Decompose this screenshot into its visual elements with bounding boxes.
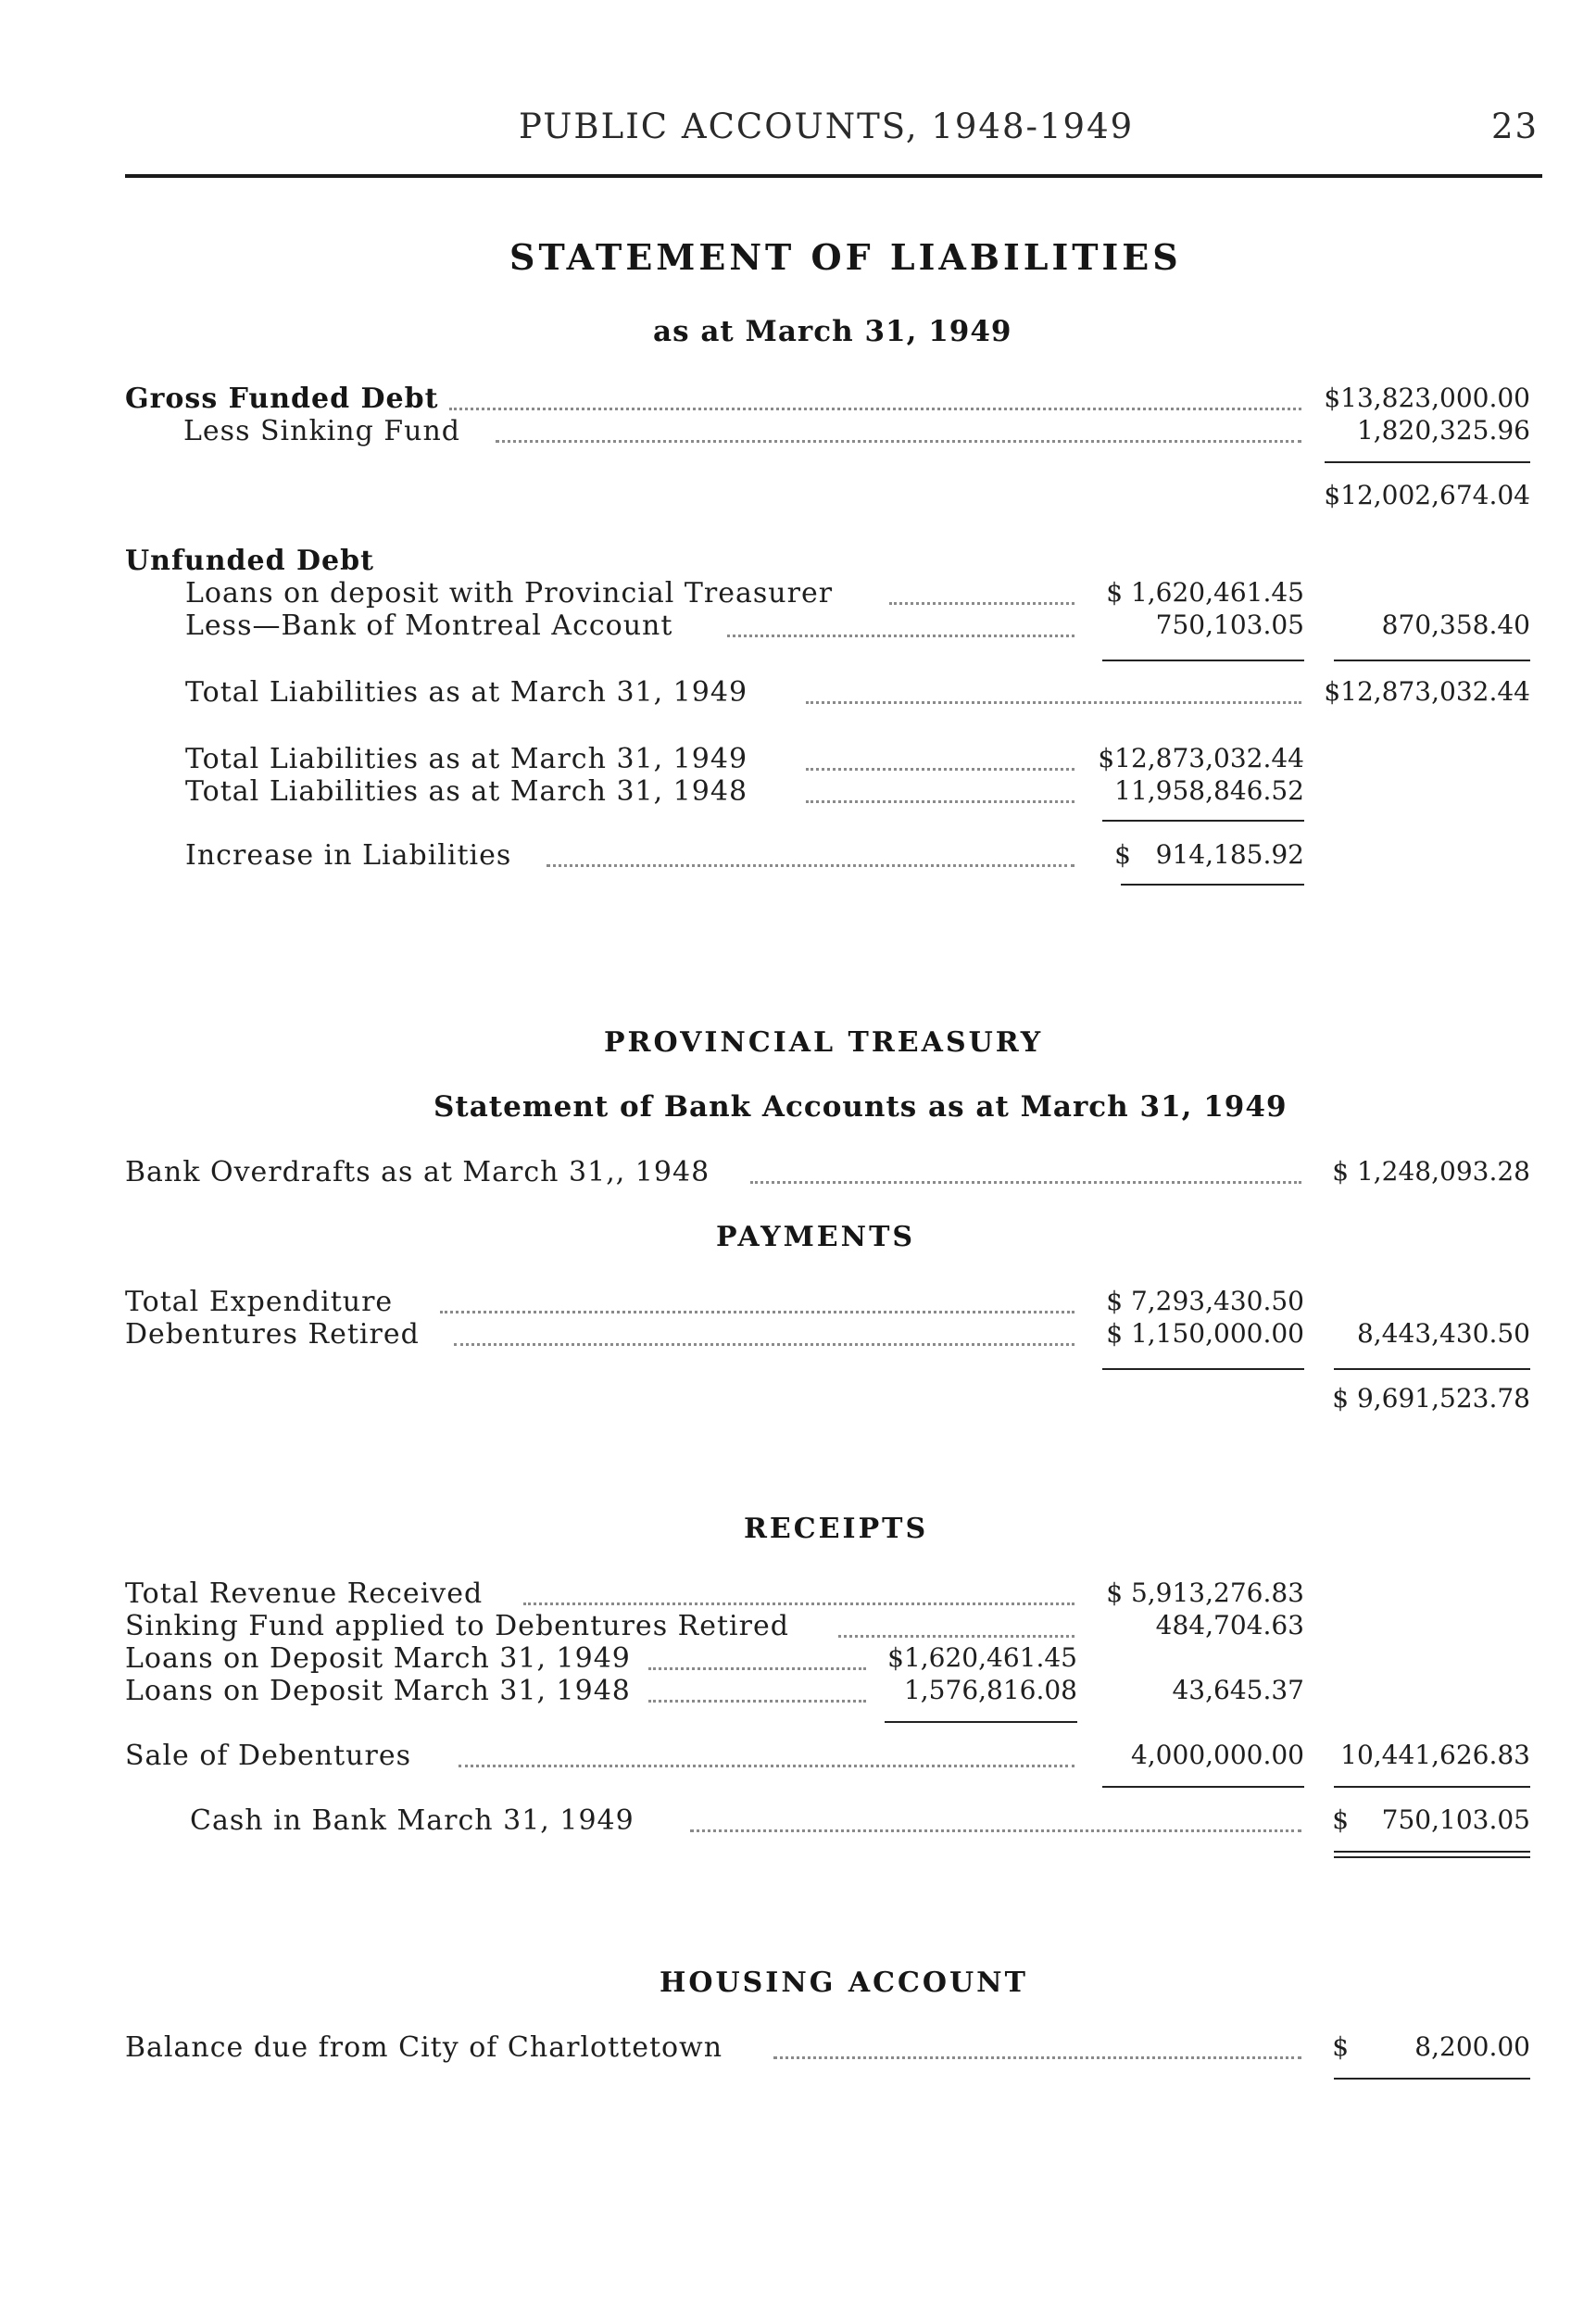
unfunded-net-value: 870,358.40 [1381, 610, 1530, 640]
header-rule [125, 174, 1542, 178]
treasury-subtitle: Statement of Bank Accounts as at March 31, 1949 [434, 1090, 1288, 1124]
total-expenditure-value: $ 7,293,430.50 [1106, 1286, 1304, 1316]
gross-funded-debt-value: $13,823,000.00 [1324, 383, 1530, 413]
receipts-heading: RECEIPTS [744, 1513, 929, 1545]
debentures-retired-label: Debentures Retired [125, 1318, 420, 1351]
compare-1949-value: $12,873,032.44 [1098, 743, 1304, 773]
sinking-applied-label: Sinking Fund applied to Debentures Retired [125, 1610, 789, 1642]
increase-label: Increase in Liabilities [185, 839, 512, 872]
receipts-total-value: 10,441,626.83 [1340, 1740, 1530, 1770]
running-header: PUBLIC ACCOUNTS, 1948-1949 [519, 107, 1135, 146]
housing-title: HOUSING ACCOUNT [660, 1967, 1028, 1999]
cash-in-bank-value: $ 750,103.05 [1332, 1804, 1530, 1835]
increase-value: $ 914,185.92 [1114, 839, 1304, 870]
leader-dots [806, 800, 1074, 803]
total-double-rule [1334, 1856, 1530, 1858]
leader-dots [547, 864, 1074, 867]
leader-dots [806, 768, 1074, 771]
subtotal-rule [1334, 1368, 1530, 1370]
compare-1948-value: 11,958,846.52 [1114, 775, 1304, 806]
leader-dots [454, 1343, 1074, 1346]
total-liabilities-value: $12,873,032.44 [1324, 676, 1530, 707]
housing-balance-value: $ 8,200.00 [1332, 2031, 1530, 2062]
subtotal-rule [1334, 660, 1530, 661]
loans-on-deposit-value: $ 1,620,461.45 [1106, 577, 1304, 608]
less-sinking-fund-label: Less Sinking Fund [183, 415, 460, 447]
subtotal-rule [1102, 820, 1304, 822]
leader-dots [648, 1667, 866, 1670]
payments-heading: PAYMENTS [716, 1221, 916, 1253]
total-revenue-label: Total Revenue Received [125, 1577, 484, 1610]
less-bank-value: 750,103.05 [1155, 610, 1304, 640]
sinking-applied-value: 484,704.63 [1155, 1610, 1304, 1640]
leader-dots [727, 635, 1074, 637]
leader-dots [889, 602, 1074, 605]
leader-dots [838, 1635, 1074, 1638]
leader-dots [806, 701, 1301, 704]
debentures-retired-value: $ 1,150,000.00 [1106, 1318, 1304, 1349]
total-revenue-value: $ 5,913,276.83 [1106, 1577, 1304, 1608]
overdrafts-label: Bank Overdrafts as at March 31,, 1948 [125, 1156, 710, 1188]
loans-1948-label: Loans on Deposit March 31, 1948 [125, 1675, 631, 1707]
liabilities-subtitle: as at March 31, 1949 [653, 315, 1012, 348]
payments-total-value: $ 9,691,523.78 [1332, 1383, 1530, 1414]
liabilities-title: STATEMENT OF LIABILITIES [509, 236, 1182, 278]
gross-funded-debt-label: Gross Funded Debt [125, 383, 439, 415]
total-rule [1334, 1851, 1530, 1853]
leader-dots [750, 1181, 1301, 1184]
subtotal-rule [1102, 660, 1304, 661]
leader-dots [523, 1602, 1074, 1605]
unfunded-debt-heading: Unfunded Debt [125, 545, 374, 577]
leader-dots [449, 408, 1301, 410]
total-expenditure-label: Total Expenditure [125, 1286, 394, 1318]
leader-dots [773, 2056, 1301, 2059]
less-sinking-fund-value: 1,820,325.96 [1356, 415, 1530, 446]
subtotal-rule [885, 1721, 1077, 1723]
sale-debentures-value: 4,000,000.00 [1130, 1740, 1304, 1770]
loans-1949-value: $1,620,461.45 [887, 1642, 1077, 1673]
page-number: 23 [1491, 107, 1539, 146]
cash-in-bank-label: Cash in Bank March 31, 1949 [190, 1804, 635, 1837]
overdrafts-value: $ 1,248,093.28 [1332, 1156, 1530, 1187]
payments-subtotal-value: 8,443,430.50 [1356, 1318, 1530, 1349]
leader-dots [440, 1311, 1074, 1313]
loans-on-deposit-label: Loans on deposit with Provincial Treasurer [185, 577, 834, 610]
leader-dots [648, 1700, 866, 1703]
sale-debentures-label: Sale of Debentures [125, 1740, 411, 1772]
loans-difference-value: 43,645.37 [1172, 1675, 1304, 1705]
leader-dots [690, 1829, 1301, 1832]
leader-dots [459, 1765, 1074, 1767]
subtotal-rule [1325, 461, 1530, 463]
compare-1948-label: Total Liabilities as at March 31, 1948 [185, 775, 748, 808]
leader-dots [496, 440, 1301, 443]
loans-1948-value: 1,576,816.08 [903, 1675, 1077, 1705]
loans-1949-label: Loans on Deposit March 31, 1949 [125, 1642, 631, 1675]
total-rule [1121, 884, 1304, 886]
subtotal-rule [1102, 1368, 1304, 1370]
net-funded-debt-value: $12,002,674.04 [1324, 480, 1530, 510]
total-rule [1334, 2078, 1530, 2080]
compare-1949-label: Total Liabilities as at March 31, 1949 [185, 743, 748, 775]
treasury-title: PROVINCIAL TREASURY [604, 1026, 1044, 1059]
less-bank-label: Less—Bank of Montreal Account [185, 610, 673, 642]
subtotal-rule [1334, 1786, 1530, 1788]
total-liabilities-label: Total Liabilities as at March 31, 1949 [185, 676, 748, 709]
housing-balance-label: Balance due from City of Charlottetown [125, 2031, 723, 2064]
subtotal-rule [1102, 1786, 1304, 1788]
